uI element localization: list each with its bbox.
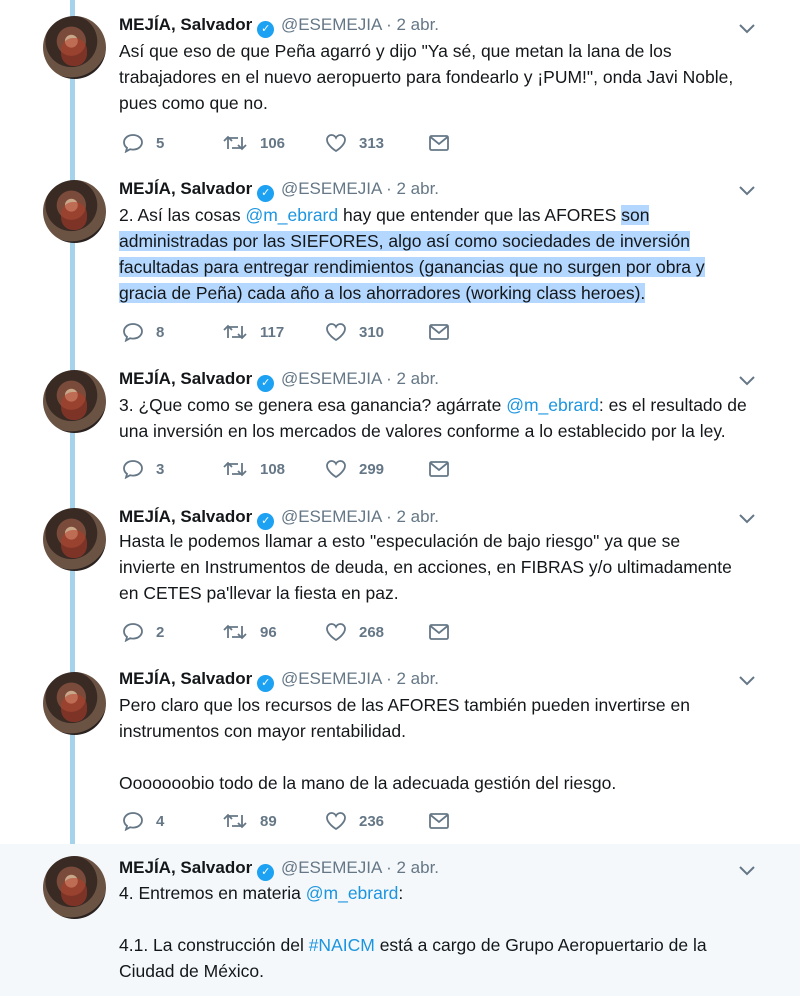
tweet-text — [119, 880, 759, 984]
separator: · — [386, 507, 392, 526]
tweet-date[interactable]: 2 abr. — [396, 669, 440, 688]
tweet-text-line — [119, 392, 759, 418]
tweet-text-line — [119, 64, 759, 90]
retweet-icon — [222, 133, 248, 153]
author-handle[interactable]: @ESEMEJIA — [280, 15, 382, 34]
direct-message-button[interactable] — [428, 621, 450, 643]
tweet-actions — [122, 621, 462, 643]
separator: · — [386, 669, 392, 688]
retweet-button[interactable] — [222, 810, 277, 832]
tweet-header — [119, 178, 439, 202]
like-button[interactable] — [325, 810, 384, 832]
direct-message-button[interactable] — [428, 458, 450, 480]
verified-badge-icon: ✓ — [257, 675, 274, 692]
avatar[interactable] — [43, 16, 106, 79]
reply-icon — [122, 133, 144, 153]
tweet-text-line — [119, 228, 759, 254]
chevron-down-icon[interactable] — [738, 864, 756, 878]
author-name[interactable]: MEJÍA, Salvador — [119, 507, 253, 526]
author-name[interactable]: MEJÍA, Salvador — [119, 858, 253, 877]
heart-icon — [325, 811, 347, 831]
author-name[interactable]: MEJÍA, Salvador — [119, 15, 253, 34]
tweet-actions — [122, 810, 462, 832]
retweet-button[interactable] — [222, 458, 285, 480]
likes-count: 299 — [359, 460, 385, 478]
author-handle[interactable]: @ESEMEJIA — [280, 369, 382, 388]
separator: · — [386, 179, 392, 198]
separator: · — [386, 369, 392, 388]
replies-count: 3 — [156, 460, 165, 478]
tweet-text-line — [119, 958, 759, 984]
avatar[interactable] — [43, 672, 106, 735]
heart-icon — [325, 133, 347, 153]
mention-link[interactable]: @m_ebrard — [245, 205, 339, 225]
tweet-text-line — [119, 554, 759, 580]
selected-text: son — [621, 205, 650, 225]
envelope-icon — [428, 812, 450, 830]
tweet-header — [119, 368, 439, 392]
like-button[interactable] — [325, 132, 384, 154]
tweet-text — [119, 392, 759, 444]
tweet-text — [119, 38, 759, 116]
tweet-date[interactable]: 2 abr. — [396, 15, 440, 34]
avatar[interactable] — [43, 856, 106, 919]
avatar[interactable] — [43, 508, 106, 571]
tweet-header — [119, 14, 439, 38]
direct-message-button[interactable] — [428, 132, 450, 154]
text-segment: : — [398, 883, 404, 903]
envelope-icon — [428, 134, 450, 152]
text-segment: una inversión en los mercados de valores conforme a lo establecido por la ley. — [119, 421, 726, 441]
text-segment: 3. ¿Que como se genera esa ganancia? agárrate — [119, 395, 507, 415]
mention-link[interactable]: @m_ebrard — [506, 395, 599, 415]
tweet-text-line — [119, 880, 759, 906]
separator: · — [386, 15, 392, 34]
tweet-actions — [122, 132, 462, 154]
retweet-icon — [222, 622, 248, 642]
direct-message-button[interactable] — [428, 810, 450, 832]
likes-count: 236 — [359, 812, 385, 830]
tweet[interactable] — [0, 498, 800, 662]
direct-message-button[interactable] — [428, 321, 450, 343]
selected-text: administradas por las SIEFORES, algo así como sociedades de inversión — [119, 231, 690, 251]
tweet-text-line — [119, 744, 759, 770]
text-segment: Hasta le podemos llamar a esto "especulación de bajo riesgo" ya que se — [119, 531, 681, 551]
chevron-down-icon[interactable] — [738, 184, 756, 198]
envelope-icon — [428, 623, 450, 641]
verified-badge-icon: ✓ — [257, 864, 274, 881]
tweet-text-line — [119, 280, 759, 306]
tweet-text-line — [119, 254, 759, 280]
tweet-date[interactable]: 2 abr. — [396, 179, 440, 198]
retweet-icon — [222, 322, 248, 342]
envelope-icon — [428, 323, 450, 341]
likes-count: 310 — [359, 323, 385, 341]
text-segment: pues como que no. — [119, 93, 268, 113]
tweet-header — [119, 668, 439, 692]
text-segment: Así que eso de que Peña agarró y dijo "Ya sé, que metan la lana de los — [119, 41, 672, 61]
tweet-text — [119, 692, 759, 796]
retweet-button[interactable] — [222, 621, 277, 643]
tweet[interactable] — [0, 662, 800, 844]
replies-count: 5 — [156, 134, 165, 152]
author-name[interactable]: MEJÍA, Salvador — [119, 179, 253, 198]
tweet-header — [119, 857, 439, 881]
likes-count: 313 — [359, 134, 385, 152]
verified-badge-icon: ✓ — [257, 185, 274, 202]
retweet-button[interactable] — [222, 321, 284, 343]
replies-count: 4 — [156, 812, 165, 830]
verified-badge-icon: ✓ — [257, 21, 274, 38]
envelope-icon — [428, 460, 450, 478]
retweet-button[interactable] — [222, 132, 285, 154]
reply-icon — [122, 811, 144, 831]
retweet-icon — [222, 811, 248, 831]
text-segment: instrumentos con mayor rentabilidad. — [119, 721, 406, 741]
verified-badge-icon: ✓ — [257, 513, 274, 530]
tweet-text-line — [119, 580, 759, 606]
text-segment: invierte en Instrumentos de deuda, en acciones, en FIBRAS y/o ultimadamente — [119, 557, 732, 577]
retweet-icon — [222, 459, 248, 479]
tweet-text-line — [119, 418, 759, 444]
text-segment: trabajadores en el nuevo aeropuerto para fondearlo y ¡PUM!", onda Javi Noble, — [119, 67, 734, 87]
reply-button[interactable] — [122, 132, 164, 154]
tweet-date[interactable]: 2 abr. — [396, 369, 440, 388]
tweet-text-line — [119, 90, 759, 116]
tweet-text-line — [119, 718, 759, 744]
text-segment: en CETES pa'llevar la fiesta en paz. — [119, 583, 399, 603]
chevron-down-icon[interactable] — [738, 22, 756, 36]
author-name[interactable]: MEJÍA, Salvador — [119, 369, 253, 388]
reply-button[interactable] — [122, 810, 164, 832]
avatar[interactable] — [43, 180, 106, 243]
reply-icon — [122, 459, 144, 479]
tweet[interactable] — [0, 362, 800, 498]
tweet-date[interactable]: 2 abr. — [396, 507, 440, 526]
like-button[interactable] — [325, 458, 384, 480]
text-segment: Pero claro que los recursos de las AFORES también pueden invertirse en — [119, 695, 690, 715]
tweet-text-line — [119, 770, 759, 796]
tweet-text-line — [119, 932, 759, 958]
tweet[interactable] — [0, 0, 800, 172]
text-segment: Ooooooobio todo de la mano de la adecuada gestión del riesgo. — [119, 773, 617, 793]
retweets-count: 108 — [260, 460, 286, 478]
tweet-text-line — [119, 38, 759, 64]
text-segment: hay que entender que las AFORES — [338, 205, 622, 225]
text-segment: 4.1. La construcción del — [119, 935, 309, 955]
tweet-text — [119, 202, 759, 306]
chevron-down-icon[interactable] — [738, 512, 756, 526]
tweet-actions — [122, 321, 462, 343]
text-segment: 2. Así las cosas — [119, 205, 246, 225]
chevron-down-icon[interactable] — [738, 374, 756, 388]
selected-text: facultadas para entregar rendimientos (ganancias que no surgen por obra y — [119, 257, 705, 277]
author-name[interactable]: MEJÍA, Salvador — [119, 669, 253, 688]
tweet-text-line — [119, 692, 759, 718]
selected-text: gracia de Peña) cada año a los ahorradores (working class heroes). — [119, 283, 646, 303]
tweet-date[interactable]: 2 abr. — [396, 858, 440, 877]
replies-count: 2 — [156, 623, 165, 641]
avatar[interactable] — [43, 370, 106, 433]
chevron-down-icon[interactable] — [738, 674, 756, 688]
retweets-count: 96 — [260, 623, 277, 641]
like-button[interactable] — [325, 321, 384, 343]
reply-icon — [122, 622, 144, 642]
text-segment: Ciudad de México. — [119, 961, 264, 981]
heart-icon — [325, 459, 347, 479]
tweet-actions — [122, 458, 462, 480]
tweet-text — [119, 528, 759, 606]
tweet-header — [119, 506, 439, 530]
verified-badge-icon: ✓ — [257, 375, 274, 392]
text-segment: está a cargo de Grupo Aeropuertario de la — [374, 935, 707, 955]
tweet[interactable] — [0, 172, 800, 362]
replies-count: 8 — [156, 323, 165, 341]
author-handle[interactable]: @ESEMEJIA — [280, 179, 382, 198]
heart-icon — [325, 622, 347, 642]
like-button[interactable] — [325, 621, 384, 643]
text-segment: 4. Entremos en materia — [119, 883, 306, 903]
author-handle[interactable]: @ESEMEJIA — [280, 507, 382, 526]
tweet-focused[interactable] — [0, 844, 800, 996]
mention-link[interactable]: @m_ebrard — [305, 883, 399, 903]
reply-button[interactable] — [122, 321, 164, 343]
reply-button[interactable] — [122, 458, 164, 480]
reply-button[interactable] — [122, 621, 164, 643]
reply-icon — [122, 322, 144, 342]
tweet-text-line — [119, 202, 759, 228]
retweets-count: 89 — [260, 812, 277, 830]
author-handle[interactable]: @ESEMEJIA — [280, 669, 382, 688]
author-handle[interactable]: @ESEMEJIA — [280, 858, 382, 877]
retweets-count: 106 — [260, 134, 286, 152]
tweet-text-line — [119, 528, 759, 554]
heart-icon — [325, 322, 347, 342]
likes-count: 268 — [359, 623, 385, 641]
separator: · — [386, 858, 392, 877]
text-segment: : es el resultado de — [598, 395, 747, 415]
tweet-text-line — [119, 906, 759, 932]
retweets-count: 117 — [260, 323, 285, 341]
hashtag-link[interactable]: #NAICM — [308, 935, 375, 955]
